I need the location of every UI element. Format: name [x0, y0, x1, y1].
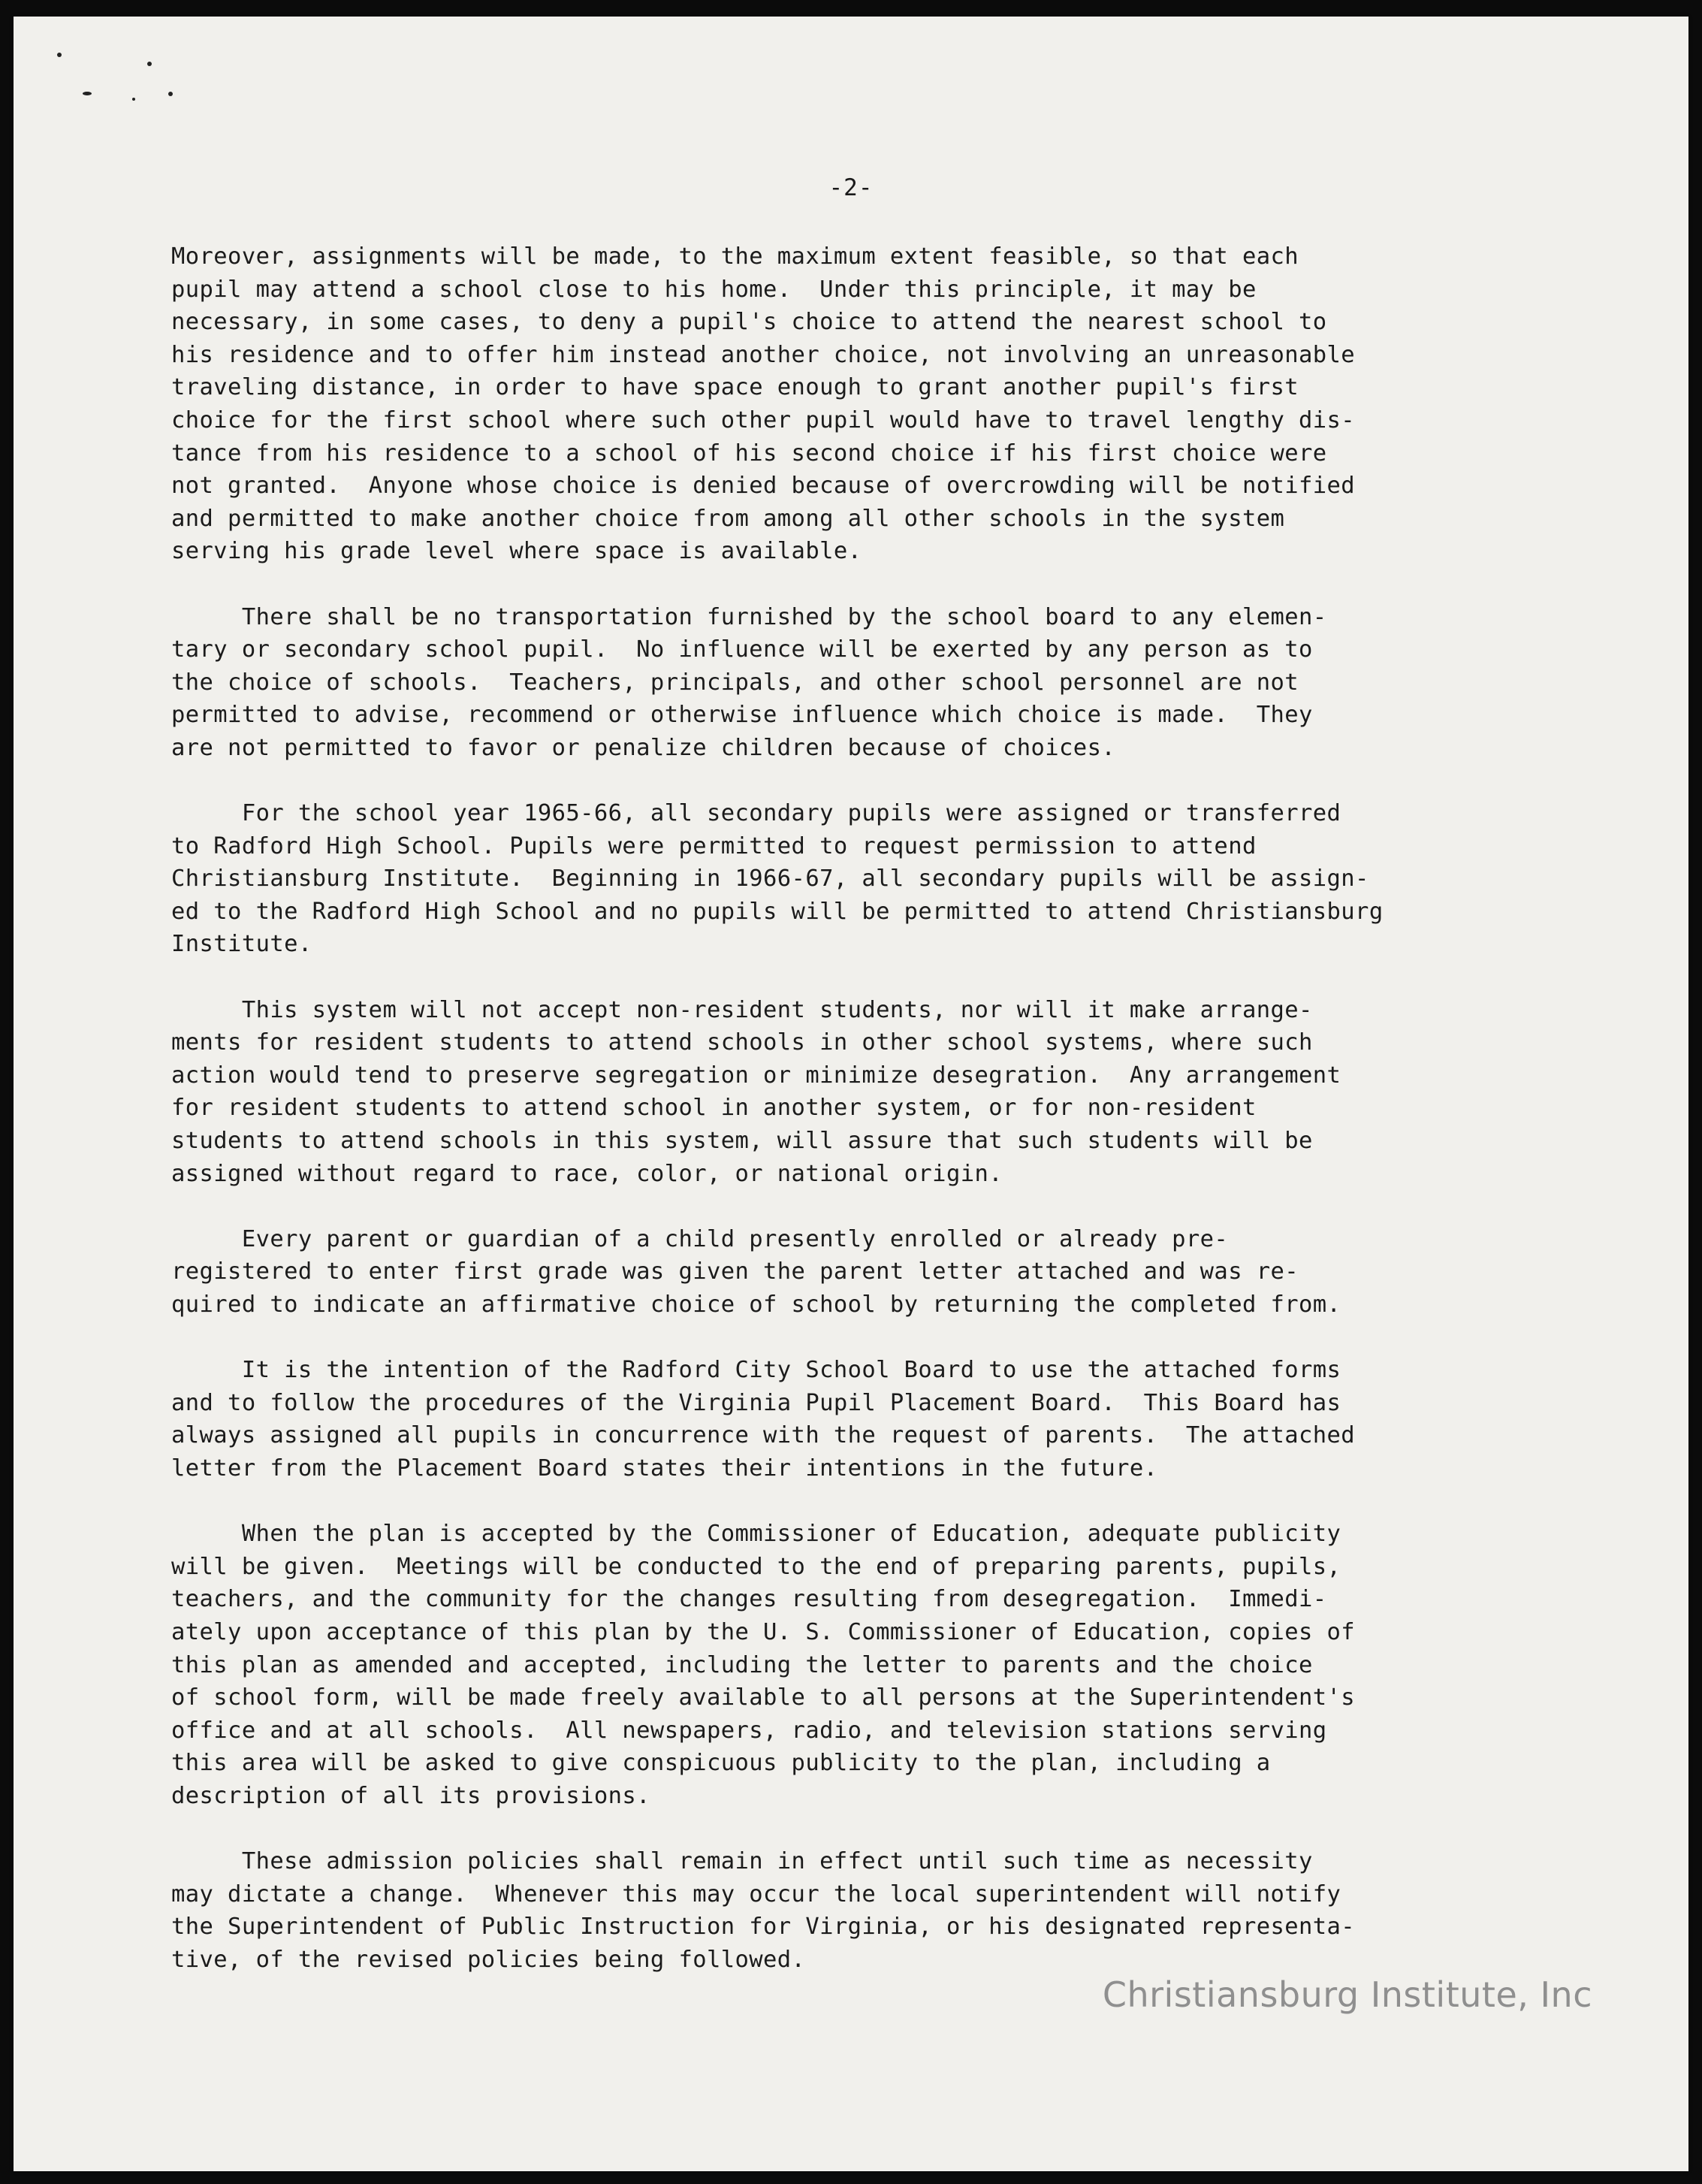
paper-speck	[83, 92, 92, 95]
document-body	[171, 240, 1580, 2009]
text-line: These admission policies shall remain in effect until such time as necessity	[171, 1848, 1313, 1875]
text-line: this area will be asked to give conspicuous publicity to the plan, including a	[171, 1750, 1271, 1777]
text-line: description of all its provisions.	[171, 1782, 650, 1809]
text-line: his residence and to offer him instead another choice, not involving an unreasonable	[171, 341, 1356, 368]
text-line: It is the intention of the Radford City School Board to use the attached forms	[171, 1357, 1341, 1384]
text-line: not granted. Anyone whose choice is denied because of overcrowding will be notified	[171, 473, 1356, 500]
text-line: are not permitted to favor or penalize children because of choices.	[171, 734, 1116, 761]
text-line: for resident students to attend school in another system, or for non-resident	[171, 1095, 1257, 1122]
text-line: traveling distance, in order to have space enough to grant another pupil's first	[171, 374, 1299, 401]
text-line: Moreover, assignments will be made, to the maximum extent feasible, so that each	[171, 243, 1299, 270]
text-line: When the plan is accepted by the Commissioner of Education, adequate publicity	[171, 1521, 1341, 1548]
text-line: This system will not accept non-resident students, nor will it make arrange-	[171, 996, 1313, 1023]
text-line: students to attend schools in this system, will assure that such students will be	[171, 1128, 1313, 1155]
paper-speck	[57, 53, 62, 57]
text-line: letter from the Placement Board states their intentions in the future.	[171, 1454, 1158, 1482]
paragraph	[171, 601, 1580, 765]
watermark: Christiansburg Institute, Inc	[1102, 1974, 1592, 2015]
paper-speck	[147, 62, 152, 66]
text-line: and permitted to make another choice from among all other schools in the system	[171, 505, 1285, 532]
paragraph	[171, 1354, 1580, 1485]
text-line: Institute.	[171, 931, 312, 958]
document-page	[14, 17, 1688, 2171]
text-line: For the school year 1965-66, all secondary pupils were assigned or transferred	[171, 800, 1341, 827]
text-line: of school form, will be made freely available to all persons at the Superintendent's	[171, 1684, 1356, 1711]
paragraph	[171, 1223, 1580, 1322]
text-line: ments for resident students to attend schools in other school systems, where such	[171, 1029, 1313, 1056]
paper-speck	[132, 98, 135, 101]
text-line: ed to the Radford High School and no pupils will be permitted to attend Christiansburg	[171, 898, 1384, 925]
page-number: -2-	[828, 174, 874, 201]
text-line: action would tend to preserve segregation or minimize desegration. Any arrangement	[171, 1062, 1341, 1089]
text-line: may dictate a change. Whenever this may occur the local superintendent will notify	[171, 1880, 1341, 1908]
text-line: There shall be no transportation furnished by the school board to any elemen-	[171, 603, 1327, 630]
text-line: to Radford High School. Pupils were permitted to request permission to attend	[171, 832, 1257, 859]
text-line: tary or secondary school pupil. No influence will be exerted by any person as to	[171, 636, 1313, 663]
text-line: the choice of schools. Teachers, principals, and other school personnel are not	[171, 669, 1299, 696]
text-line: always assigned all pupils in concurrence with the request of parents. The attached	[171, 1422, 1356, 1449]
text-line: registered to enter first grade was given the parent letter attached and was re-	[171, 1258, 1299, 1285]
text-line: and to follow the procedures of the Virginia Pupil Placement Board. This Board has	[171, 1389, 1341, 1416]
text-line: quired to indicate an affirmative choice of school by returning the completed from.	[171, 1291, 1341, 1318]
paper-speck	[168, 92, 173, 96]
text-line: Every parent or guardian of a child presently enrolled or already pre-	[171, 1225, 1229, 1252]
text-line: assigned without regard to race, color, or national origin.	[171, 1160, 1003, 1187]
paragraph	[171, 1518, 1580, 1812]
text-line: necessary, in some cases, to deny a pupil's choice to attend the nearest school to	[171, 309, 1327, 336]
text-line: office and at all schools. All newspapers, radio, and television stations serving	[171, 1717, 1327, 1744]
text-line: ately upon acceptance of this plan by the U. S. Commissioner of Education, copies of	[171, 1618, 1356, 1645]
text-line: choice for the first school where such other pupil would have to travel lengthy dis-	[171, 406, 1356, 433]
text-line: permitted to advise, recommend or otherwise influence which choice is made. They	[171, 702, 1313, 729]
text-line: this plan as amended and accepted, including the letter to parents and the choice	[171, 1651, 1313, 1678]
text-line: teachers, and the community for the changes resulting from desegregation. Immedi-	[171, 1586, 1327, 1613]
text-line: the Superintendent of Public Instruction for Virginia, or his designated representa-	[171, 1914, 1356, 1941]
text-line: tive, of the revised policies being followed.	[171, 1946, 806, 1973]
text-line: Christiansburg Institute. Beginning in 1966-67, all secondary pupils will be assign-	[171, 865, 1369, 893]
text-line: pupil may attend a school close to his home. Under this principle, it may be	[171, 276, 1257, 303]
text-line: tance from his residence to a school of his second choice if his first choice were	[171, 440, 1327, 467]
paragraph	[171, 994, 1580, 1191]
paragraph	[171, 1845, 1580, 1976]
paragraph	[171, 797, 1580, 961]
text-line: serving his grade level where space is available.	[171, 538, 862, 565]
paragraph	[171, 240, 1580, 568]
text-line: will be given. Meetings will be conducted to the end of preparing parents, pupils,	[171, 1553, 1341, 1580]
